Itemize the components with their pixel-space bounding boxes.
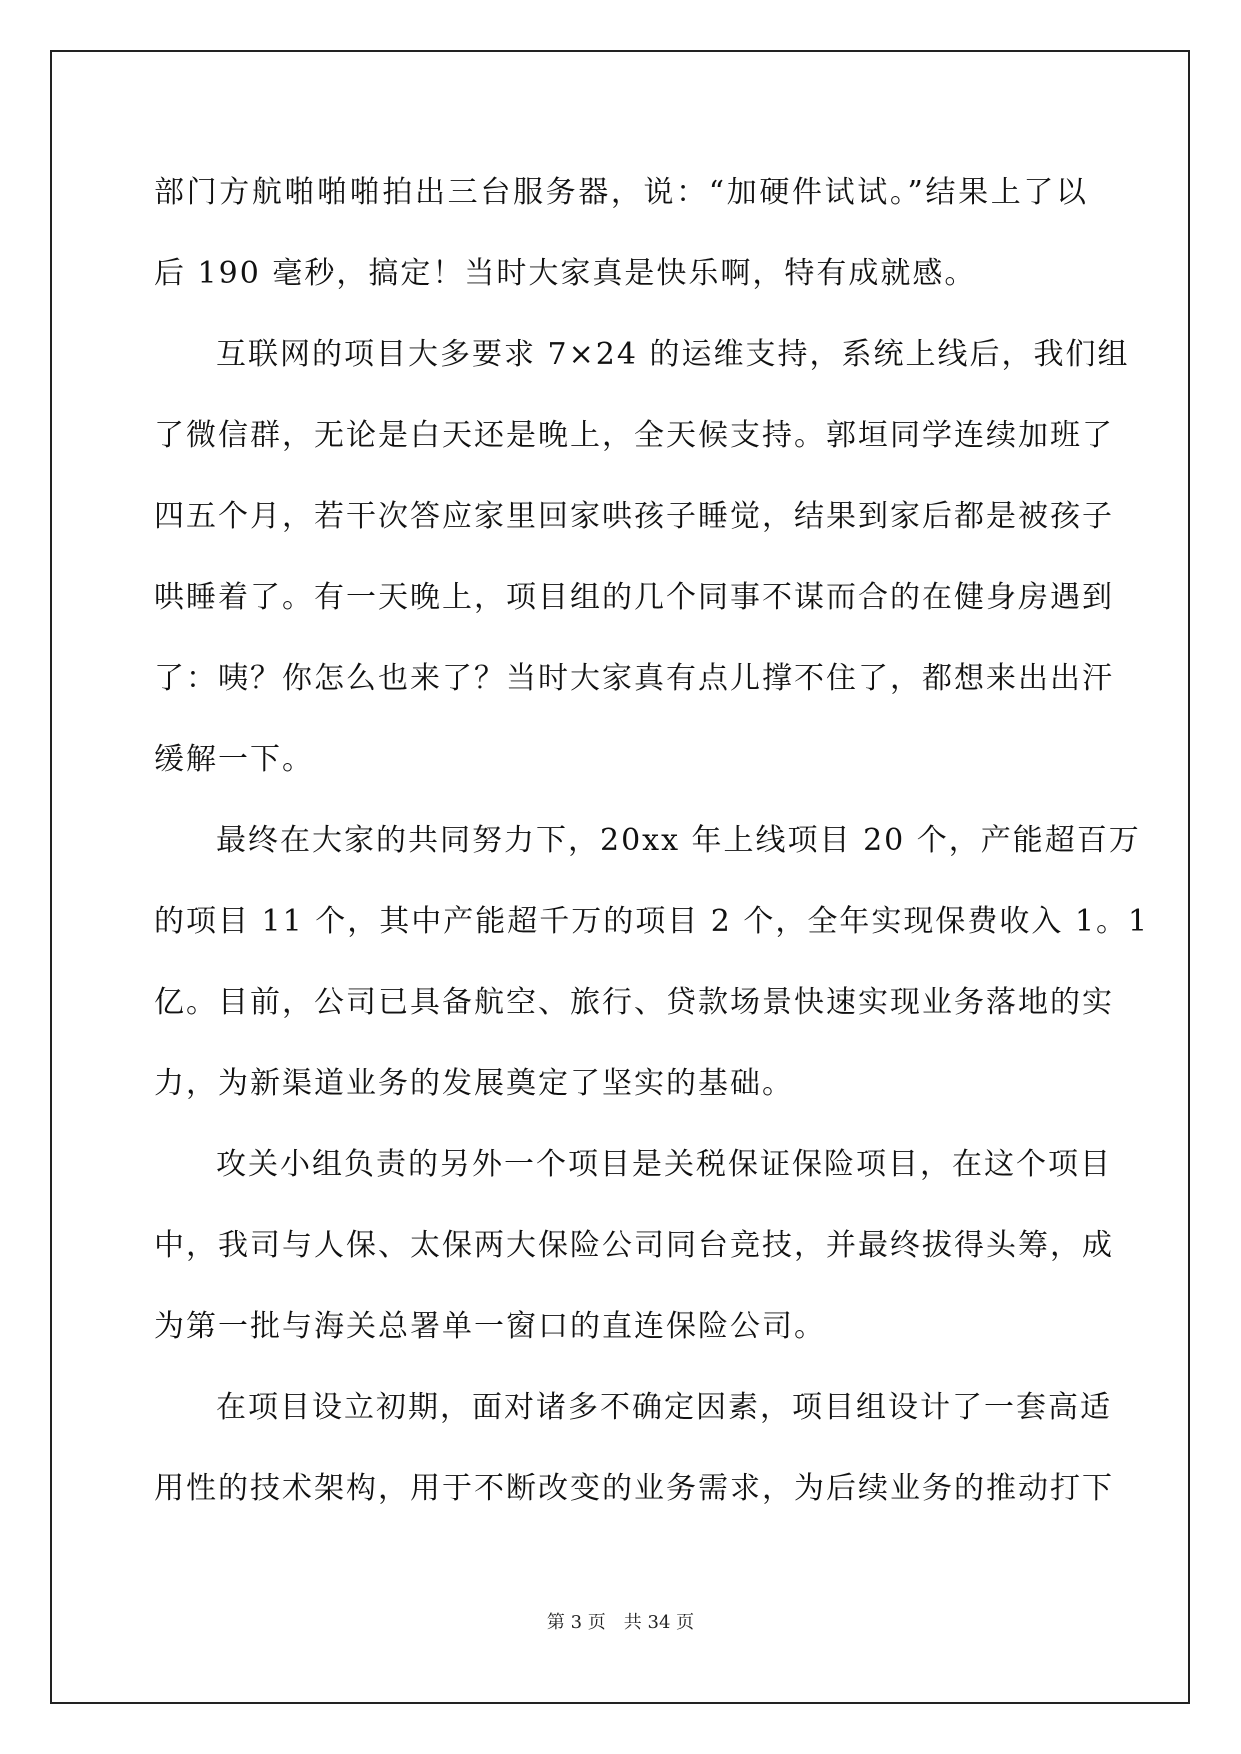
document-body	[154, 152, 1150, 1529]
text-line-8: 缓解一下。	[154, 742, 314, 777]
text-line-6: 哄睡着了。有一天晚上，项目组的几个同事不谋而合的在健身房遇到	[154, 580, 1114, 615]
text-line-16: 在项目设立初期，面对诸多不确定因素，项目组设计了一套高适	[216, 1390, 1112, 1425]
text-line-17: 用性的技术架构，用于不断改变的业务需求，为后续业务的推动打下	[154, 1471, 1114, 1506]
text-line-2: 后 190 毫秒，搞定！当时大家真是快乐啊，特有成就感。	[154, 256, 977, 291]
text-line-13: 攻关小组负责的另外一个项目是关税保证保险项目，在这个项目	[216, 1147, 1112, 1182]
text-line-5: 四五个月，若干次答应家里回家哄孩子睡觉，结果到家后都是被孩子	[154, 499, 1114, 534]
text-line-11: 亿。目前，公司已具备航空、旅行、贷款场景快速实现业务落地的实	[154, 985, 1114, 1020]
text-line-1: 部门方航啪啪啪拍出三台服务器，说：“加硬件试试。”结果上了以	[154, 175, 1088, 210]
text-line-7: 了：咦？你怎么也来了？当时大家真有点儿撑不住了，都想来出出汗	[154, 661, 1114, 696]
text-line-10: 的项目 11 个，其中产能超千万的项目 2 个，全年实现保费收入 1。1	[154, 904, 1150, 939]
page-number: 第 3 页	[546, 1612, 606, 1633]
text-line-3: 互联网的项目大多要求 7×24 的运维支持，系统上线后，我们组	[216, 337, 1130, 372]
text-line-14: 中，我司与人保、太保两大保险公司同台竞技，并最终拔得头筹，成	[154, 1228, 1114, 1263]
text-line-4: 了微信群，无论是白天还是晚上，全天候支持。郭垣同学连续加班了	[154, 418, 1114, 453]
text-line-12: 力，为新渠道业务的发展奠定了坚实的基础。	[154, 1066, 794, 1101]
text-line-15: 为第一批与海关总署单一窗口的直连保险公司。	[154, 1309, 826, 1344]
text-line-9: 最终在大家的共同努力下，20xx 年上线项目 20 个，产能超百万	[216, 823, 1141, 858]
page-footer	[0, 1608, 1241, 1634]
page-total: 共 34 页	[623, 1612, 695, 1633]
